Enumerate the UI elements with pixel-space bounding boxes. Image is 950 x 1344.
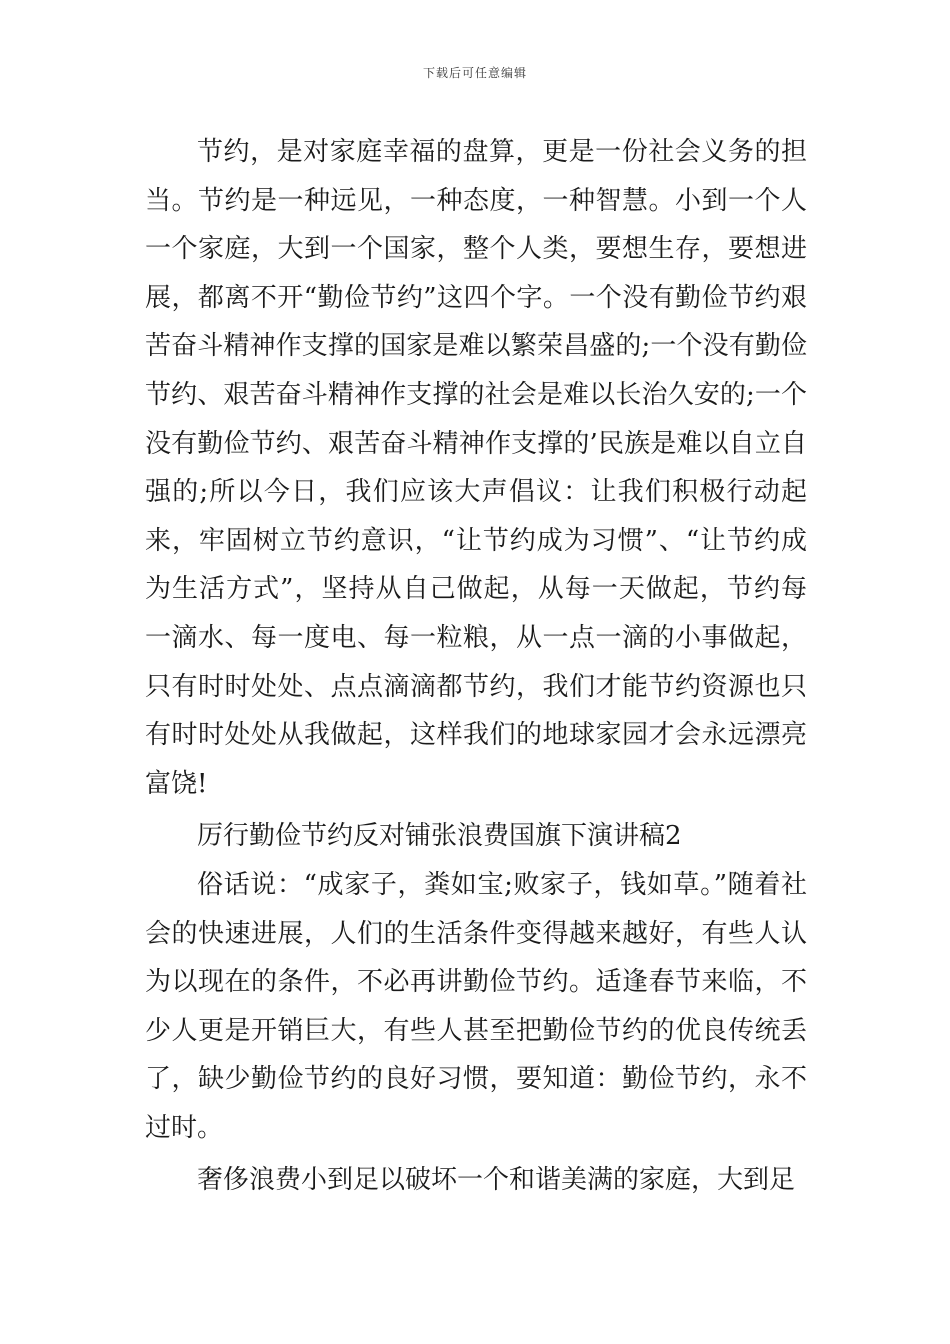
section-title: 厉行勤俭节约反对铺张浪费国旗下演讲稿2 (197, 821, 682, 852)
paragraph-thrift-intro: 节约，是对家庭幸福的盘算，更是一份社会义务的担当。节约是一种远见，一种态度，一种智慧。小到一个人一个家庭，大到一个国家，整个人类，要想生存，要想进展，都离不开“勤俭节约”这四个字。一个没有勤俭节约艰苦奋斗精神作支撑的国家是难以繁荣昌盛的;一个没有勤俭节约、艰苦奋斗精神作支撑的社会是难以长治久安的;一个没有勤俭节约、艰苦奋斗精神作支撑的’民族是难以自立自强的;所以今日，我们应该大声倡议：让我们积极行动起来，牢固树立节约意识，“让节约成为习惯”、“让节约成为生活方式”，坚持从自己做起，从每一天做起，节约每一滴水、每一度电、每一粒粮，从一点一滴的小事做起，只有时时处处、点点滴滴都节约，我们才能节约资源也只有时时处处从我做起，这样我们的地球家园才会永远漂亮富饶! (145, 137, 807, 799)
paragraph-proverb: 俗话说：“成家子，粪如宝;败家子，钱如草。”随着社会的快速进展，人们的生活条件变得越来越好，有些人认为以现在的条件，不必再讲勤俭节约。适逢春节来临，不少人更是开销巨大，有些人甚至把勤俭节约的优良传统丢了，缺少勤俭节约的良好习惯，要知道：勤俭节约，永不过时。 (145, 869, 807, 1143)
paragraph-waste: 奢侈浪费小到足以破坏一个和谐美满的家庭，大到足 (197, 1165, 796, 1196)
document-body (145, 128, 807, 1205)
page-header-note: 下载后可任意编辑 (422, 66, 527, 80)
